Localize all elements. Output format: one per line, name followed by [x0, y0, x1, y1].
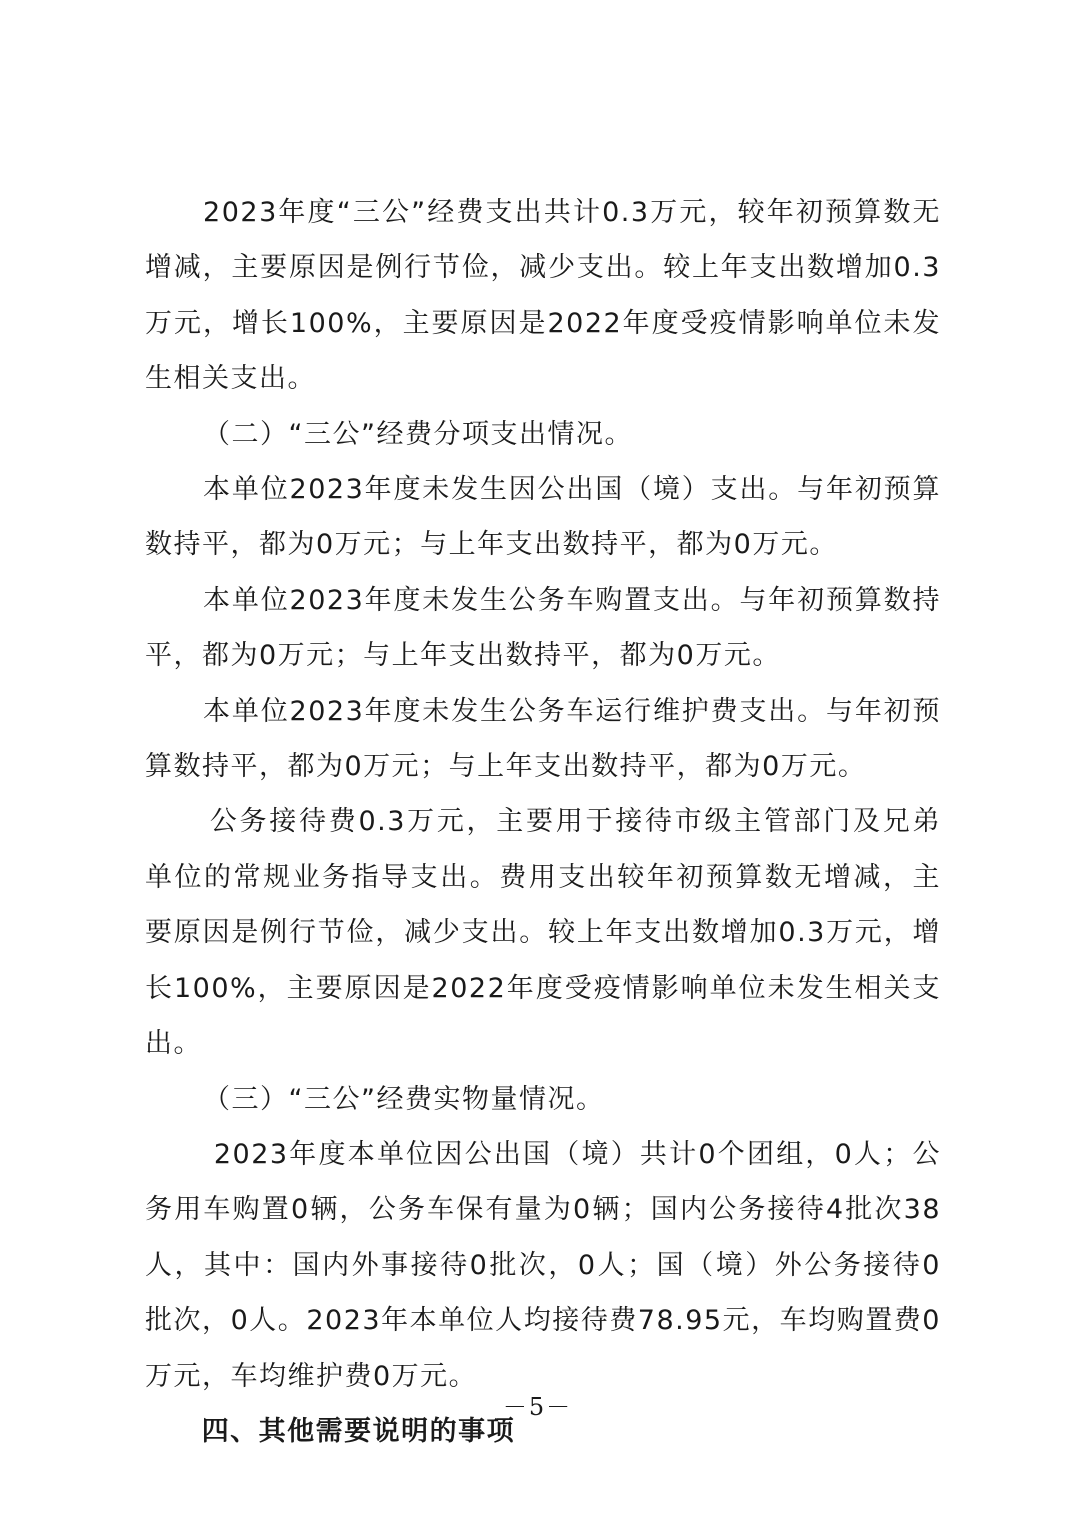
page-number: －5－ — [502, 1393, 573, 1421]
document-body — [145, 185, 941, 1459]
section-heading-other-matters: 四、其他需要说明的事项 — [201, 1415, 516, 1447]
section-heading-itemized: （二）“三公”经费分项支出情况。 — [203, 418, 634, 450]
paragraph-vehicle-maintenance: 本单位2023年度未发生公务车运行维护费支出。与年初预算数持平，都为0万元；与上年支出数持平，都为0万元。 — [145, 695, 941, 783]
paragraph-reception-expense: 公务接待费0.3万元，主要用于接待市级主管部门及兄弟单位的常规业务指导支出。费用支出较年初预算数无增减，主要原因是例行节俭，减少支出。较上年支出数增加0.3万元，增长100%，主要原因是2022年度受疫情影响单位未发生相关支出。 — [145, 806, 941, 1060]
paragraph-vehicle-purchase: 本单位2023年度未发生公务车购置支出。与年初预算数持平，都为0万元；与上年支出数持平，都为0万元。 — [145, 584, 941, 672]
paragraph-physical-quantity: 2023年度本单位因公出国（境）共计0个团组，0人；公务用车购置0辆，公务车保有量为0辆；国内公务接待4批次38人，其中：国内外事接待0批次，0人；国（境）外公务接待0批次，0人。2023年本单位人均接待费78.95元，车均购置费0万元，车均维护费0万元。 — [145, 1138, 941, 1392]
paragraph-overseas-travel: 本单位2023年度未发生因公出国（境）支出。与年初预算数持平，都为0万元；与上年支出数持平，都为0万元。 — [145, 474, 941, 561]
section-heading-physical-quantity: （三）“三公”经费实物量情况。 — [203, 1083, 605, 1115]
paragraph-total-expenditure: 2023年度“三公”经费支出共计0.3万元，较年初预算数无增减，主要原因是例行节俭，减少支出。较上年支出数增加0.3万元，增长100%，主要原因是2022年度受疫情影响单位未发生相关支出。 — [145, 197, 941, 395]
